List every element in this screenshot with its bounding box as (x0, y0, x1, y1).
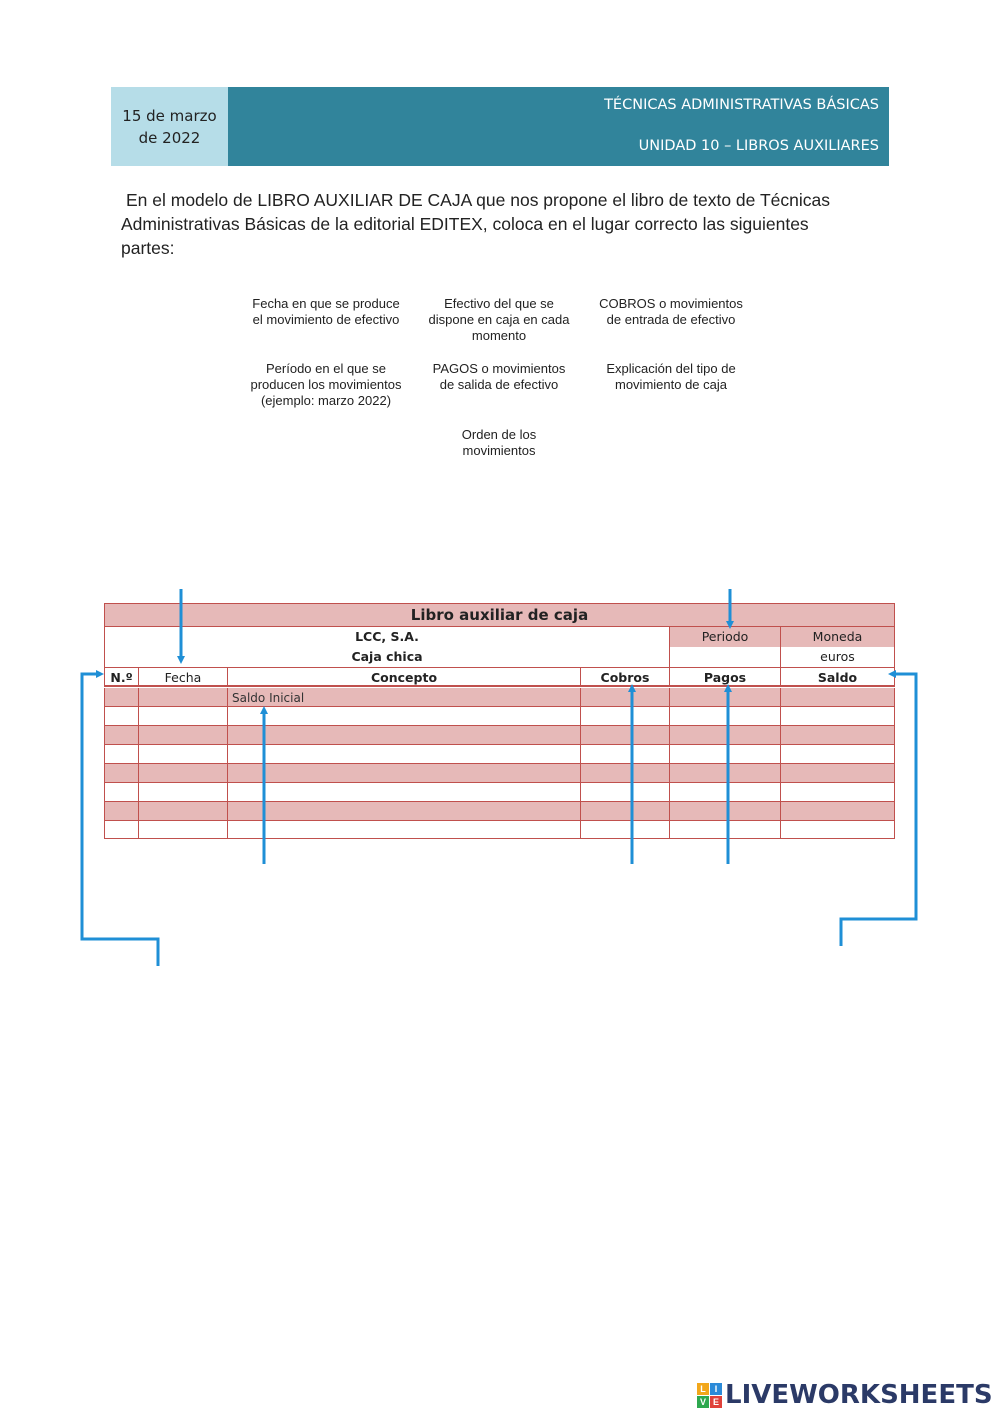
col-header-concept: Concepto (228, 667, 581, 687)
table-cell (228, 821, 581, 839)
instructions-line-3: partes: (121, 238, 175, 258)
table-cell (139, 802, 228, 821)
option-text: momento (471, 328, 527, 343)
period-value (670, 647, 781, 667)
option-text: el movimiento de efectivo (252, 312, 400, 327)
date-box (111, 87, 228, 166)
table-cell (781, 745, 895, 764)
option-text: dispone en caja en cada (428, 312, 570, 327)
table-cell (781, 783, 895, 802)
table-cell (104, 802, 139, 821)
table-cell (670, 821, 781, 839)
logo-letter: E (710, 1396, 722, 1408)
option-text: Explicación del tipo de (606, 361, 736, 376)
table-cell (228, 764, 581, 783)
table-cell (228, 802, 581, 821)
table-cell (781, 821, 895, 839)
table-cell (139, 745, 228, 764)
table-cell (104, 783, 139, 802)
option-text: de entrada de efectivo (606, 312, 736, 327)
option-saldo[interactable] (414, 296, 584, 344)
table-cell (781, 707, 895, 726)
table-cell (781, 726, 895, 745)
option-periodo[interactable] (241, 361, 411, 409)
date-line-2: de 2022 (138, 128, 201, 147)
col-header-balance: Saldo (781, 667, 895, 687)
option-text: COBROS o movimientos (599, 296, 743, 311)
date-line-1: 15 de marzo (122, 106, 217, 125)
option-text: Fecha en que se produce (252, 296, 400, 311)
table-cell (670, 802, 781, 821)
logo-mark-icon (697, 1383, 722, 1408)
option-text: movimiento de caja (615, 377, 727, 392)
initial-balance-label: Saldo Inicial (232, 691, 305, 705)
col-header-number: N.º (104, 667, 139, 687)
table-cell (104, 707, 139, 726)
cash-book-table (104, 603, 895, 839)
table-cell (670, 764, 781, 783)
col-header-payments: Pagos (670, 667, 781, 687)
table-cell (581, 726, 670, 745)
period-label: Periodo (670, 627, 781, 647)
currency-label: Moneda (781, 627, 895, 647)
table-cell (104, 745, 139, 764)
table-cell (581, 745, 670, 764)
table-cell (139, 688, 228, 707)
table-cell (228, 726, 581, 745)
logo-text: LIVEWORKSHEETS (725, 1380, 993, 1410)
liveworksheets-logo (697, 1378, 993, 1412)
option-text: Efectivo del que se (444, 296, 554, 311)
table-cell (581, 821, 670, 839)
option-text: PAGOS o movimientos (432, 361, 566, 376)
account-name: Caja chica (351, 649, 423, 664)
table-cell (228, 707, 581, 726)
instructions-line-1: En el modelo de LIBRO AUXILIAR DE CAJA que nos propone el libro de texto de Técnicas (126, 190, 830, 210)
option-text: Orden de los (461, 427, 537, 442)
table-cell (670, 783, 781, 802)
table-cell (139, 764, 228, 783)
option-text: de salida de efectivo (439, 377, 559, 392)
logo-letter: L (697, 1383, 709, 1395)
option-pagos[interactable] (414, 361, 584, 393)
table-cell (139, 783, 228, 802)
col-header-collections: Cobros (581, 667, 670, 687)
option-text: Período en el que se (266, 361, 386, 376)
option-text: producen los movimientos (250, 377, 402, 392)
currency-value: euros (781, 647, 895, 667)
header-band (228, 87, 889, 166)
table-cell (581, 688, 670, 707)
table-cell (104, 688, 139, 707)
col-header-date: Fecha (139, 667, 228, 687)
company-name: LCC, S.A. (355, 629, 419, 644)
option-fecha[interactable] (241, 296, 411, 328)
table-cell (781, 764, 895, 783)
table-cell (228, 783, 581, 802)
book-title: Libro auxiliar de caja (104, 603, 895, 627)
unit-title: UNIDAD 10 – LIBROS AUXILIARES (638, 138, 879, 154)
table-cell (228, 745, 581, 764)
instructions-line-2: Administrativas Básicas de la editorial EDITEX, coloca en el lugar correcto las siguientes (121, 214, 809, 234)
option-cobros[interactable] (586, 296, 756, 328)
table-cell (139, 821, 228, 839)
table-cell (581, 802, 670, 821)
table-cell (670, 707, 781, 726)
table-cell (581, 783, 670, 802)
table-cell (581, 707, 670, 726)
table-cell (670, 745, 781, 764)
table-cell (104, 726, 139, 745)
table-cell (139, 726, 228, 745)
option-text: movimientos (462, 443, 536, 458)
table-cell (581, 764, 670, 783)
table-cell (139, 707, 228, 726)
table-cell (781, 802, 895, 821)
subject-title: TÉCNICAS ADMINISTRATIVAS BÁSICAS (604, 97, 879, 113)
table-cell (781, 688, 895, 707)
option-concepto[interactable] (586, 361, 756, 393)
instructions (121, 188, 881, 260)
logo-letter: V (697, 1396, 709, 1408)
option-text: (ejemplo: marzo 2022) (260, 393, 392, 408)
logo-letter: I (710, 1383, 722, 1395)
table-cell (670, 688, 781, 707)
option-numero[interactable] (414, 427, 584, 459)
table-cell (104, 764, 139, 783)
table-cell (670, 726, 781, 745)
table-cell (104, 821, 139, 839)
